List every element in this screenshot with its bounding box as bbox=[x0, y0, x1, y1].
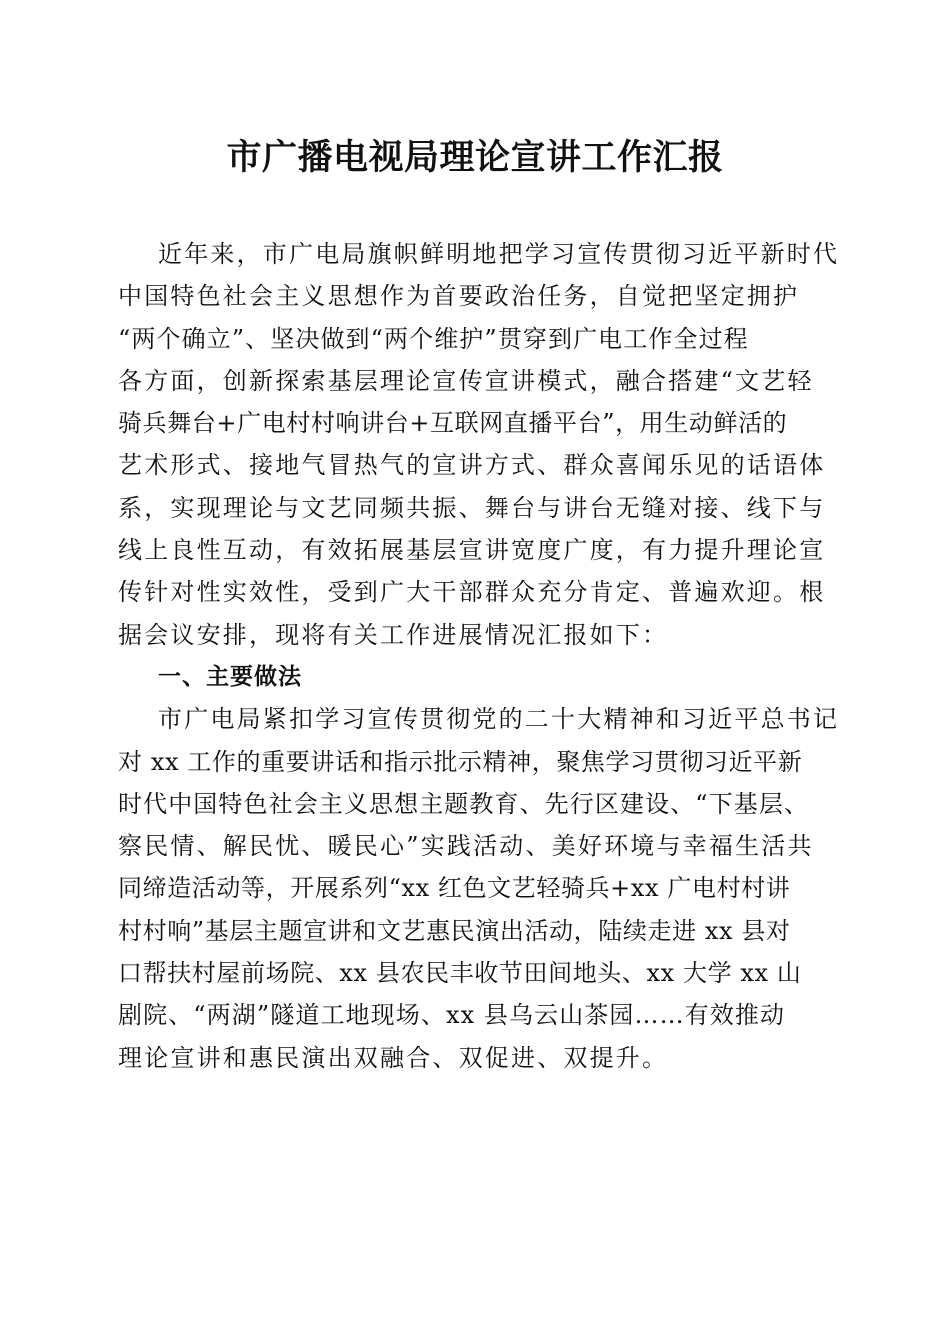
section-line: 对 xx 工作的重要讲话和指示批示精神，聚焦学习贯彻习近平新 bbox=[118, 747, 803, 776]
intro-line: 骑兵舞台+广电村村响讲台+互联网直播平台”，用生动鲜活的 bbox=[118, 409, 788, 438]
section-line: 时代中国特色社会主义思想主题教育、先行区建设、“下基层、 bbox=[118, 789, 810, 818]
intro-line: 据会议安排，现将有关工作进展情况汇报如下： bbox=[118, 620, 669, 649]
section-line: 村村响”基层主题宣讲和文艺惠民演出活动，陆续走进 xx 县对 bbox=[118, 916, 791, 945]
document-title: 市广播电视局理论宣讲工作汇报 bbox=[226, 137, 724, 178]
section-heading: 一、主要做法 bbox=[158, 663, 302, 690]
intro-line: 传针对性实效性，受到广大干部群众充分肯定、普遍欢迎。根 bbox=[118, 578, 826, 607]
intro-line: 近年来，市广电局旗帜鲜明地把学习宣传贯彻习近平新时代 bbox=[158, 240, 840, 268]
intro-line: 中国特色社会主义思想作为首要政治任务，自觉把坚定拥护 bbox=[118, 282, 800, 311]
intro-line: “两个确立”、坚决做到“两个维护”贯穿到广电工作全过程 bbox=[118, 324, 749, 353]
section-line: 剧院、“两湖”隧道工地现场、xx 县乌云山茶园……有效推动 bbox=[118, 1001, 786, 1030]
intro-line: 各方面，创新探索基层理论宣传宣讲模式，融合搭建“文艺轻 bbox=[118, 366, 814, 395]
section-line: 察民情、解民忧、暖民心”实践活动、美好环境与幸福生活共 bbox=[118, 832, 814, 861]
intro-line: 线上良性互动，有效拓展基层宣讲宽度广度，有力提升理论宣 bbox=[118, 536, 826, 565]
section-line: 理论宣讲和惠民演出双融合、双促进、双提升。 bbox=[118, 1043, 669, 1072]
section-line: 市广电局紧扣学习宣传贯彻党的二十大精神和习近平总书记 bbox=[158, 705, 840, 734]
section-line: 同缔造活动等，开展系列“xx 红色文艺轻骑兵+xx 广电村村讲 bbox=[118, 874, 791, 903]
section-line: 口帮扶村屋前场院、xx 县农民丰收节田间地头、xx 大学 xx 山 bbox=[118, 959, 802, 988]
intro-line: 系，实现理论与文艺同频共振、舞台与讲台无缝对接、线下与 bbox=[118, 493, 826, 522]
intro-line: 艺术形式、接地气冒热气的宣讲方式、群众喜闻乐见的话语体 bbox=[118, 451, 826, 480]
document-body bbox=[118, 233, 840, 1079]
